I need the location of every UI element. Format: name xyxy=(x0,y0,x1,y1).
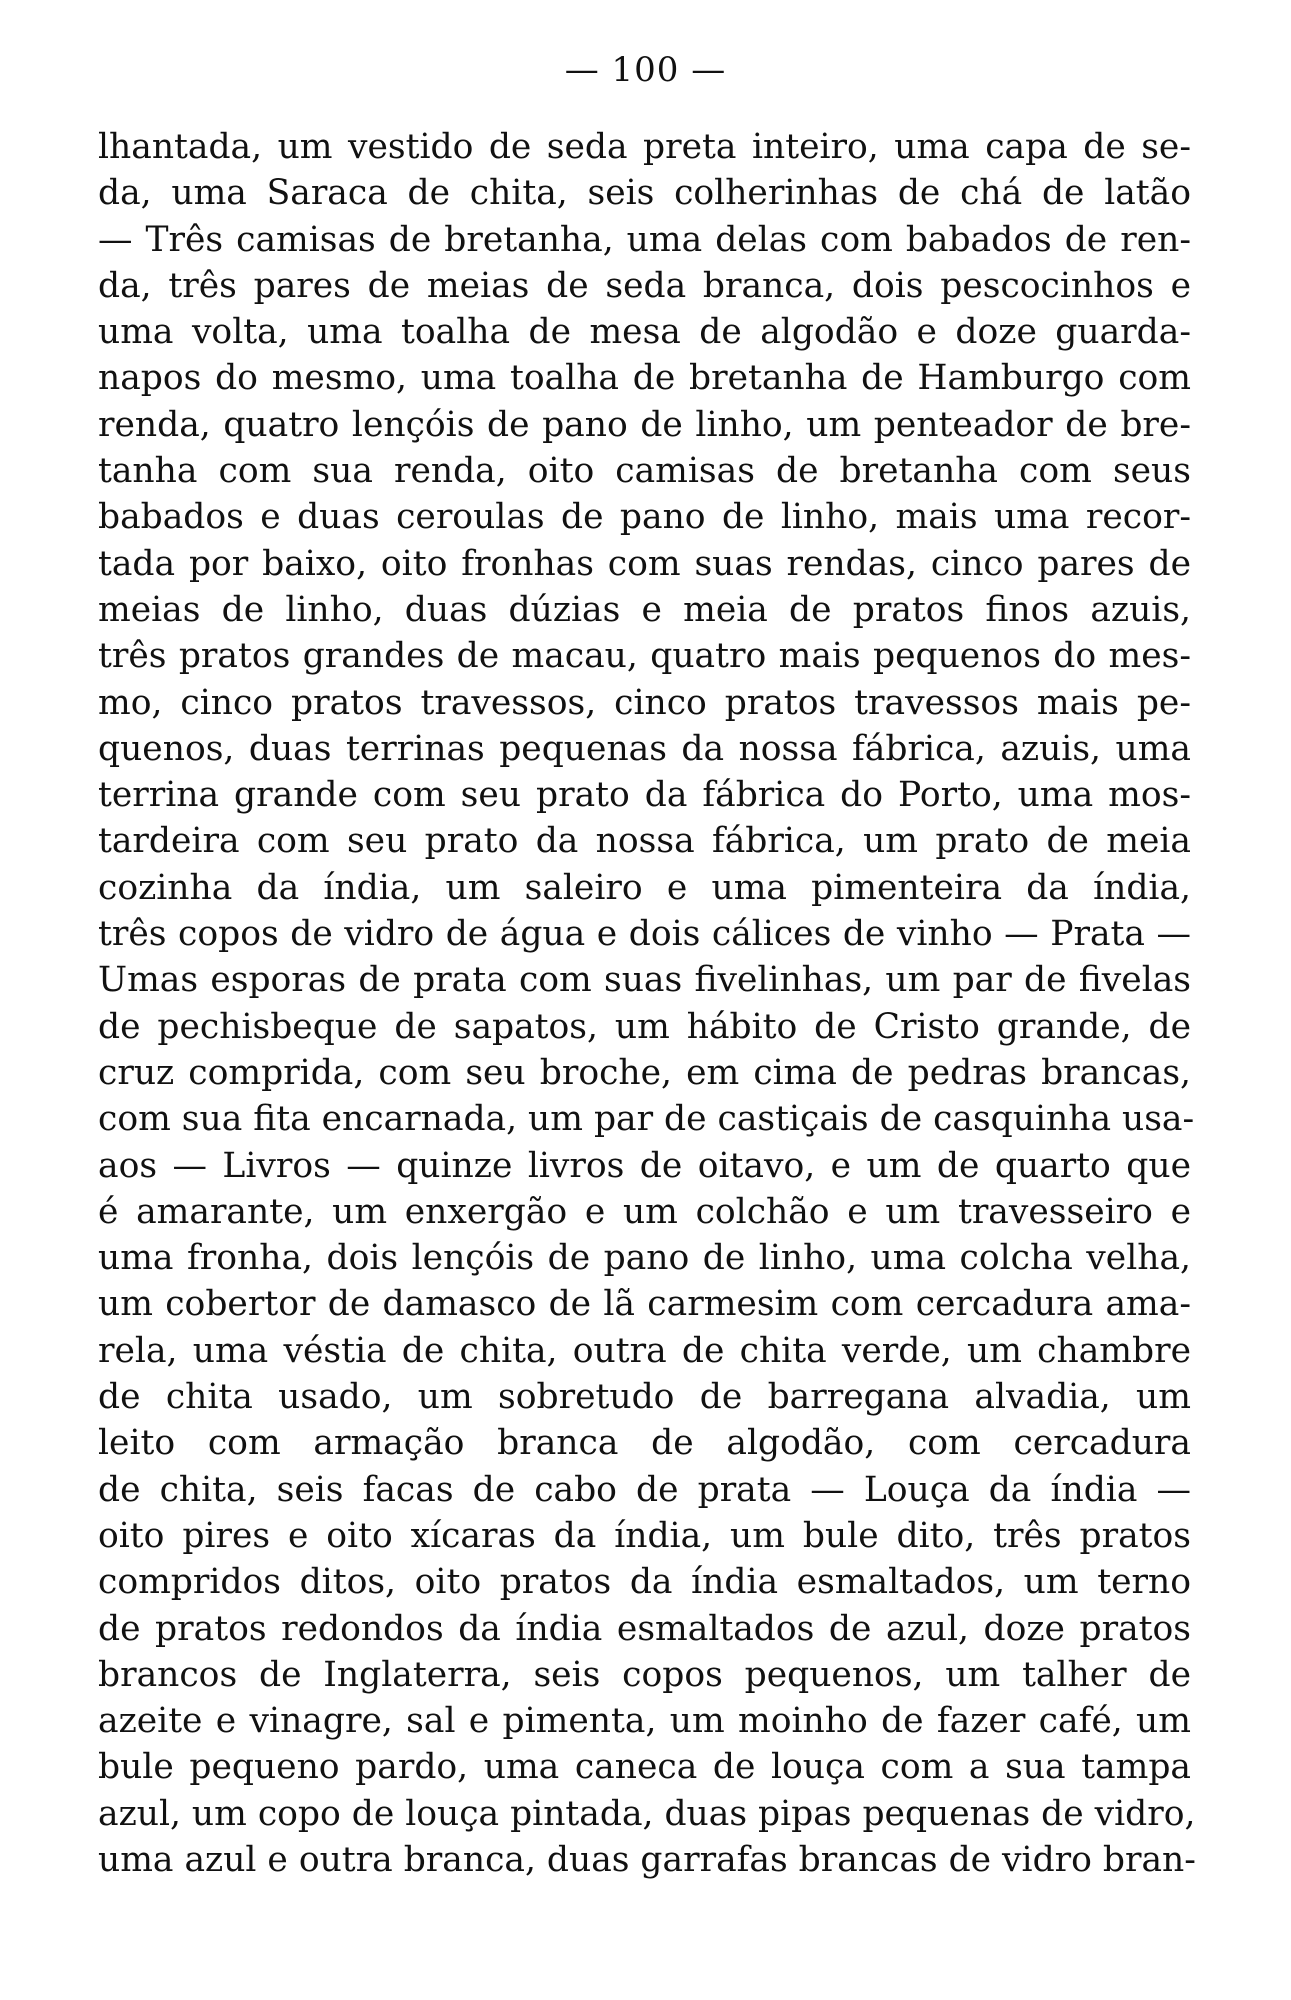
text-line: um cobertor de damasco de lã carmesim com cercadura ama- xyxy=(98,1284,1191,1325)
text-line: terrina grande com seu prato da fábrica do Porto, uma mos- xyxy=(98,775,1191,816)
text-line: três copos de vidro de água e dois cálices de vinho — Prata — xyxy=(98,914,1191,955)
text-line: três pratos grandes de macau, quatro mais pequenos do mes- xyxy=(98,636,1191,677)
text-line: uma azul e outra branca, duas garrafas brancas de vidro bran- xyxy=(98,1839,1196,1880)
text-line: azul, um copo de louça pintada, duas pipas pequenas de vidro, xyxy=(98,1793,1196,1834)
text-line: de chita usado, um sobretudo de barregana alvadia, um xyxy=(98,1377,1191,1418)
text-line: brancos de Inglaterra, seis copos pequenos, um talher de xyxy=(98,1654,1191,1695)
text-line: uma fronha, dois lençóis de pano de linho, uma colcha velha, xyxy=(98,1238,1191,1279)
text-line: tanha com sua renda, oito camisas de bretanha com seus xyxy=(98,451,1191,492)
text-line: lhantada, um vestido de seda preta inteiro, uma capa de se- xyxy=(98,127,1191,167)
text-line: da, uma Saraca de chita, seis colherinhas de chá de latão xyxy=(98,173,1191,214)
text-line: meias de linho, duas dúzias e meia de pratos finos azuis, xyxy=(98,589,1191,630)
text-line: napos do mesmo, uma toalha de bretanha de Hamburgo com xyxy=(98,358,1191,399)
text-line: renda, quatro lençóis de pano de linho, um penteador de bre- xyxy=(98,404,1191,445)
text-line: leito com armação branca de algodão, com cercadura xyxy=(98,1423,1191,1464)
text-line: é amarante, um enxergão e um colchão e um travesseiro e xyxy=(98,1191,1191,1232)
body-text xyxy=(98,124,1196,1883)
text-line: cruz comprida, com seu broche, em cima de pedras brancas, xyxy=(98,1052,1191,1093)
text-line: Umas esporas de prata com suas fivelinhas, um par de fivelas xyxy=(98,960,1191,1001)
text-line: azeite e vinagre, sal e pimenta, um moinho de fazer café, um xyxy=(98,1701,1191,1742)
text-line: — Três camisas de bretanha, uma delas com babados de ren- xyxy=(98,219,1191,260)
text-line: mo, cinco pratos travessos, cinco pratos travessos mais pe- xyxy=(98,682,1191,723)
text-line: tardeira com seu prato da nossa fábrica, um prato de meia xyxy=(98,821,1191,862)
text-line: oito pires e oito xícaras da índia, um bule dito, três pratos xyxy=(98,1515,1191,1556)
text-line: de pechisbeque de sapatos, um hábito de Cristo grande, de xyxy=(98,1006,1191,1047)
text-line: quenos, duas terrinas pequenas da nossa fábrica, azuis, uma xyxy=(98,728,1191,769)
text-line: aos — Livros — quinze livros de oitavo, e um de quarto que xyxy=(98,1145,1191,1186)
text-line: uma volta, uma toalha de mesa de algodão e doze guarda- xyxy=(98,312,1191,353)
text-line: rela, uma véstia de chita, outra de chita verde, um chambre xyxy=(98,1330,1191,1371)
text-line: de chita, seis facas de cabo de prata — Louça da índia — xyxy=(98,1469,1191,1510)
text-line: compridos ditos, oito pratos da índia esmaltados, um terno xyxy=(98,1562,1191,1603)
text-line: cozinha da índia, um saleiro e uma pimenteira da índia, xyxy=(98,867,1191,908)
text-line: bule pequeno pardo, uma caneca de louça com a sua tampa xyxy=(98,1747,1191,1788)
page-number: — 100 — xyxy=(564,50,727,90)
text-line: tada por baixo, oito fronhas com suas rendas, cinco pares de xyxy=(98,543,1191,584)
text-line: de pratos redondos da índia esmaltados de azul, doze pratos xyxy=(98,1608,1191,1649)
text-line: babados e duas ceroulas de pano de linho, mais uma recor- xyxy=(98,497,1191,538)
text-line: com sua fita encarnada, um par de castiçais de casquinha usa- xyxy=(98,1099,1195,1140)
text-line: da, três pares de meias de seda branca, dois pescocinhos e xyxy=(98,265,1191,306)
